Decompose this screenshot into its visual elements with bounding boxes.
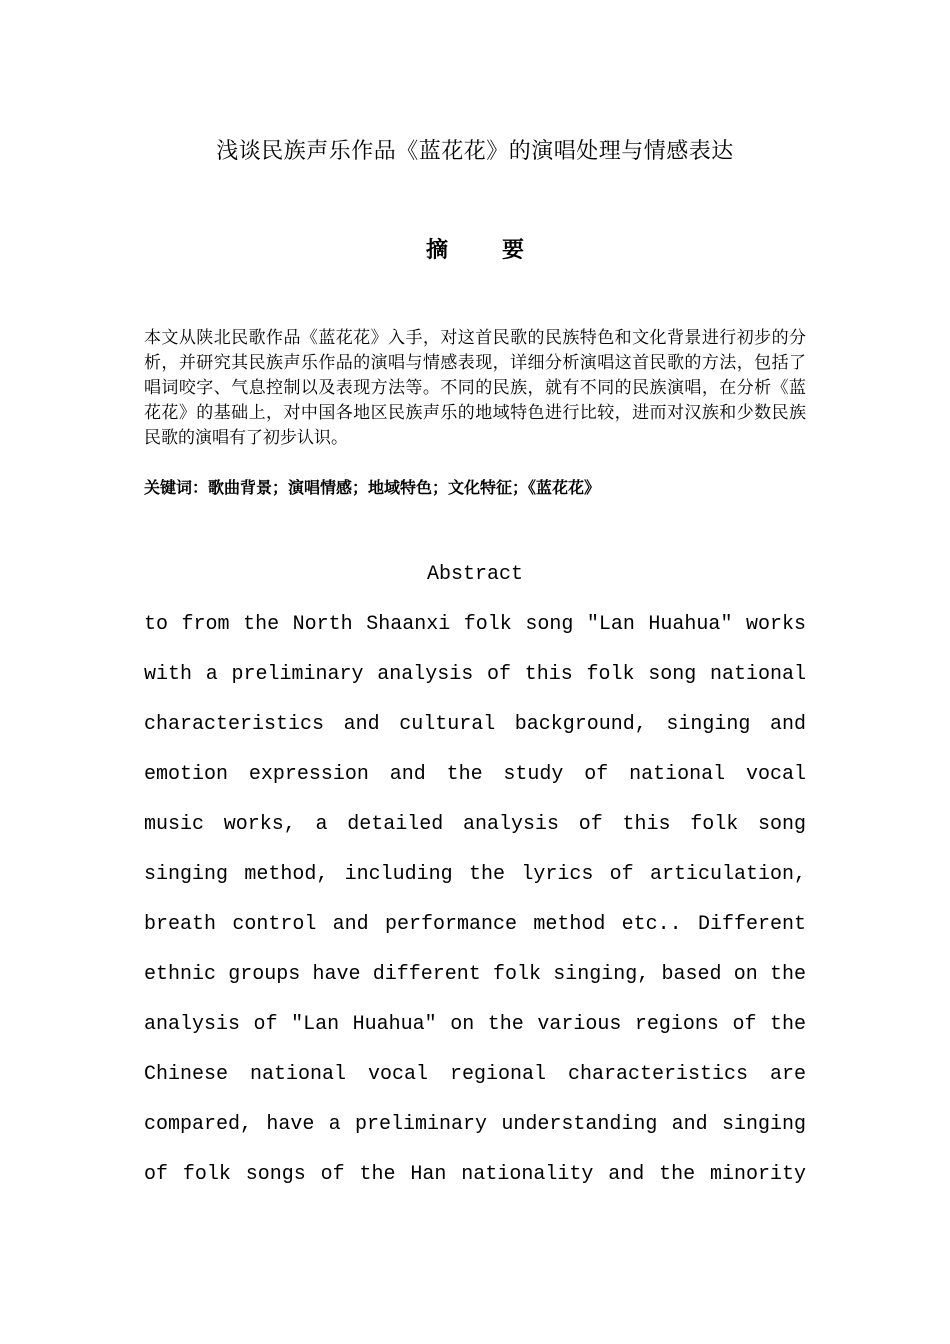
paper-title: 浅谈民族声乐作品《蓝花花》的演唱处理与情感表达	[216, 139, 734, 164]
keywords-line: 关键词：歌曲背景；演唱情感；地域特色；文化特征；《蓝花花》	[144, 478, 601, 497]
abstract-heading-chinese: 摘要	[425, 238, 578, 263]
abstract-english-line: singing method, including the lyrics of articulation,	[144, 863, 806, 886]
abstract-english-line: breath control and performance method etc.. Different	[144, 913, 806, 936]
abstract-english-line: with a preliminary analysis of this folk song national	[144, 663, 806, 686]
abstract-english-line: Chinese national vocal regional characteristics are	[144, 1063, 806, 1086]
abstract-english-line: emotion expression and the study of national vocal	[144, 763, 806, 786]
abstract-body-english	[144, 612, 806, 1212]
abstract-english-line: compared, have a preliminary understanding and singing	[144, 1113, 806, 1136]
abstract-english-line: characteristics and cultural background, singing and	[144, 713, 806, 736]
abstract-english-line: music works, a detailed analysis of this folk song	[144, 813, 806, 836]
abstract-heading-english: Abstract	[426, 563, 523, 586]
abstract-english-line: analysis of "Lan Huahua" on the various regions of the	[144, 1013, 806, 1036]
abstract-english-line: ethnic groups have different folk singing, based on the	[144, 963, 806, 986]
abstract-english-line: of folk songs of the Han nationality and the minority	[144, 1163, 806, 1186]
abstract-english-line: to from the North Shaanxi folk song "Lan Huahua" works	[144, 613, 806, 636]
abstract-body-chinese: 本文从陕北民歌作品《蓝花花》入手，对这首民歌的民族特色和文化背景进行初步的分析，并研究其民族声乐作品的演唱与情感表现，详细分析演唱这首民歌的方法，包括了唱词咬字、气息控制以及表现方法等。不同的民族，就有不同的民族演唱，在分析《蓝花花》的基础上，对中国各地区民族声乐的地域特色进行比较，进而对汉族和少数民族民歌的演唱有了初步认识。	[144, 328, 806, 448]
